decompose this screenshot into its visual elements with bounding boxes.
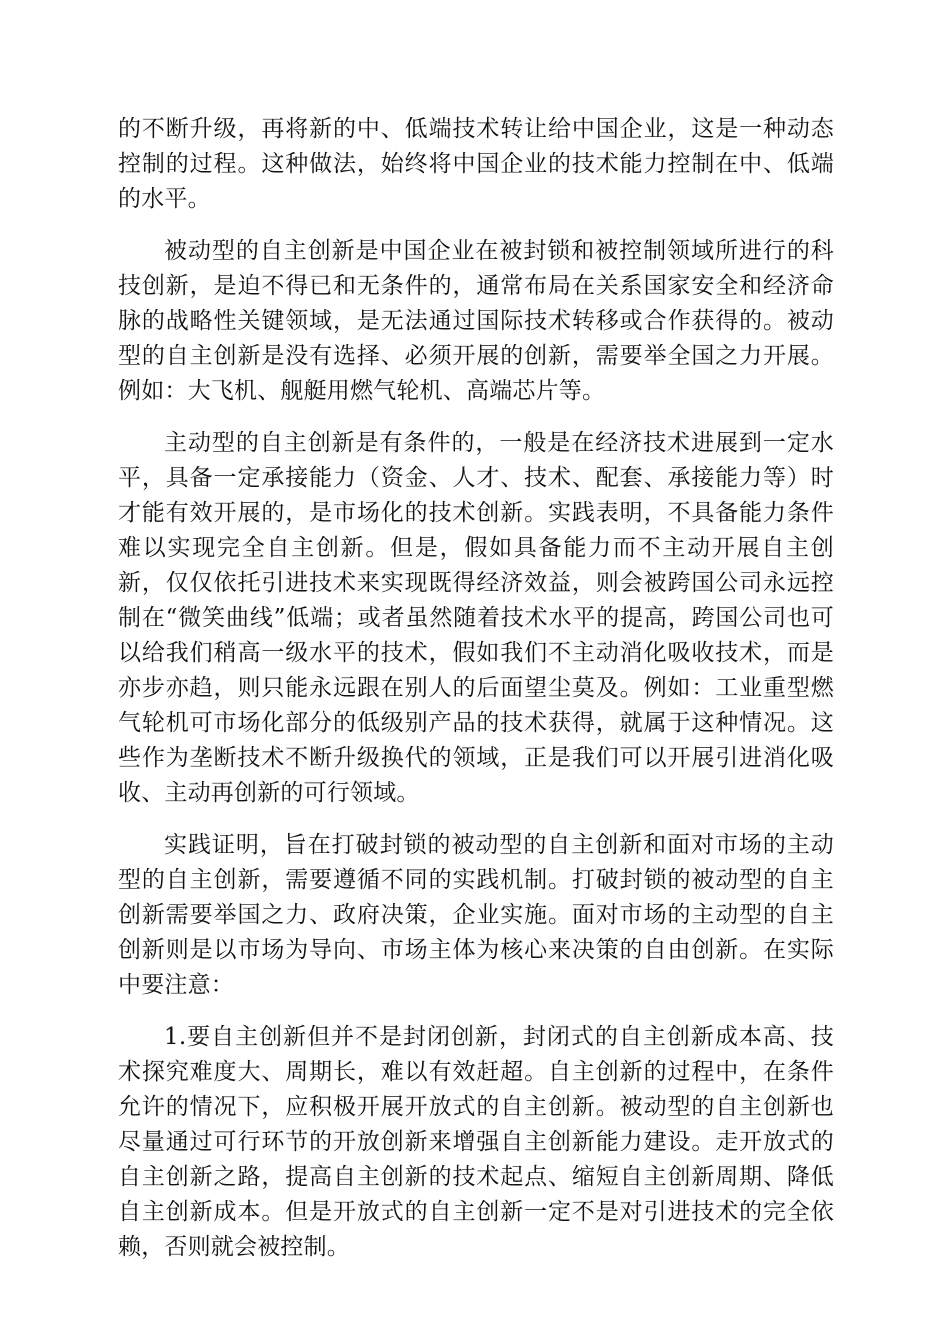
paragraph-passive-innovation: 被动型的自主创新是中国企业在被封锁和被控制领域所进行的科技创新，是迫不得已和无条件的，通常布局在关系国家安全和经济命脉的战略性关键领域，是无法通过国际技术转移或合作获得的。被动型的自主创新是没有选择、必须开展的创新，需要举全国之力开展。例如：大飞机、舰艇用燃气轮机、高端芯片等。 xyxy=(118,238,834,404)
paragraph-practice-proof: 实践证明，旨在打破封锁的被动型的自主创新和面对市场的主动型的自主创新，需要遵循不同的实践机制。打破封锁的被动型的自主创新需要举国之力、政府决策，企业实施。面对市场的主动型的自主创新则是以市场为导向、市场主体为核心来决策的自由创新。在实际中要注意： xyxy=(118,832,834,998)
paragraph-active-innovation: 主动型的自主创新是有条件的，一般是在经济技术进展到一定水平，具备一定承接能力（资金、人才、技术、配套、承接能力等）时才能有效开展的，是市场化的技术创新。实践表明，不具备能力条件难以实现完全自主创新。但是，假如具备能力而不主动开展自主创新，仅仅依托引进技术来实现既得经济效益，则会被跨国公司永远控制在“微笑曲线”低端；或者虽然随着技术水平的提高，跨国公司也可以给我们稍高一级水平的技术，假如我们不主动消化吸收技术，而是亦步亦趋，则只能永远跟在别人的后面望尘莫及。例如：工业重型燃气轮机可市场化部分的低级别产品的技术获得，就属于这种情况。这些作为垄断技术不断升级换代的领域，正是我们可以开展引进消化吸收、主动再创新的可行领域。 xyxy=(118,430,834,806)
document-body xyxy=(118,112,834,1282)
paragraph-point-1: 1.要自主创新但并不是封闭创新，封闭式的自主创新成本高、技术探究难度大、周期长，难以有效赶超。自主创新的过程中，在条件允许的情况下，应积极开展开放式的自主创新。被动型的自主创新也尽量通过可行环节的开放创新来增强自主创新能力建设。走开放式的自主创新之路，提高自主创新的技术起点、缩短自主创新周期、降低自主创新成本。但是开放式的自主创新一定不是对引进技术的完全依赖，否则就会被控制。 xyxy=(118,1024,834,1260)
paragraph-continuation: 的不断升级，再将新的中、低端技术转让给中国企业，这是一种动态控制的过程。这种做法，始终将中国企业的技术能力控制在中、低端的水平。 xyxy=(118,116,834,212)
